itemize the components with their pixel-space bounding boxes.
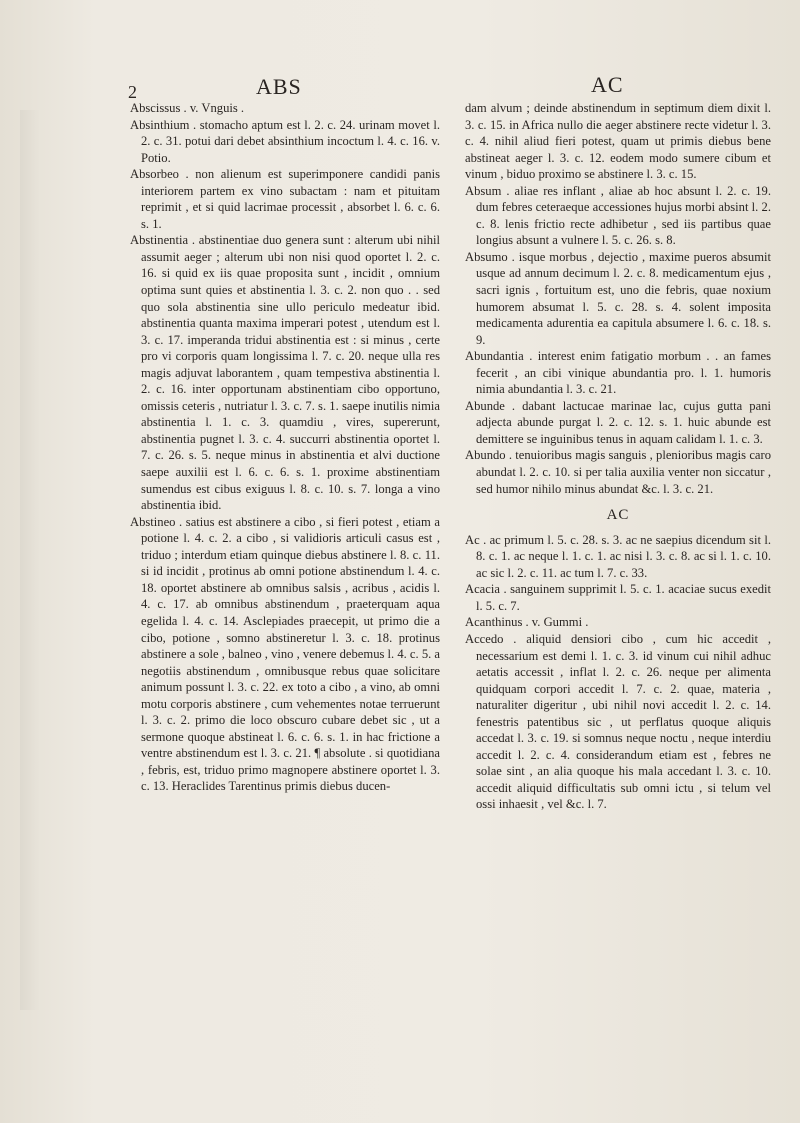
- page-edge-shadow: [20, 110, 40, 1010]
- left-column: [130, 100, 440, 795]
- entry-abstinentia: Abstinentia . abstinentiae duo genera sunt : alterum ubi nihil assumit aeger ; alterum ubi non nisi quod oportet l. 2. c. 16. si quid ex iis quae proposita sunt , incidit , omnium optima sunt quies et abstinentia l. 3. c. 2. non quo . . sed quo sola abstinentia sine ullo periculo medeatur ibid. abstinentia quanta maxima imperari potest , utendum est l. 3. c. 17. imperanda tridui abstinentia est : si minus , certe pro vi corporis quam longissima l. 7. c. 20. neque ulla res magis adjuvat laborantem , quam tempestiva abstinentia l. 2. c. 16. inter opportunam abstinentiam cibo opportuno, omissis ceteris , nutriatur l. 3. c. 7. s. 1. saepe inutilis nimia abstinentia l. 1. c. 3. quamdiu , vires, supererunt, abstinentia pugnet l. 3. c. 4. succurri abstinentia oportet l. 7. c. 26. s. 5. neque minus in abstinentia et alvi ductione saepe auxilii est l. 6. c. 6. s. 1. proxime abstinentiam sumendus est cibus exiguus l. 8. c. 10. s. 7. longa a vino abstinentia ibid.: [130, 233, 440, 513]
- entry-abstineo: Abstineo . satius est abstinere a cibo , si fieri potest , etiam a potione l. 4. c. 2. a cibo , si validioris articuli casus est , triduo ; interdum etiam quinque diebus abstinere l. 8. c. 11. si id incidit , protinus ab omni potione abstinendum l. 4. c. 18. oportet abstinere ab omnibus salsis , acribus , acidis l. 4. c. 17. ab omnibus abstinendum , praeterquam aqua egelida l. 4. c. 14. Asclepiades praecepit, ut primo die a cibo, potione , somno abstineretur l. 3. c. 18. protinus abstinere a sole , balneo , vino , venere debemus l. 4. c. 5. a negotiis abstinendum , omnibusque rebus quae solicitare animum possunt l. 3. c. 22. ex toto a cibo , a vino, ab omni motu corporis abstinere , cum vehementes notae terruerunt l. 3. c. 2. primo die loco obscuro cubare debet sic , ut a sermone quoque abstineat l. 6. c. 6. s. 1. in hac frictione a ventre abstinendum est l. 3. c. 21. ¶ absolute . si quotidiana , febris, est, triduo primo magnopere abstinere oportet l. 3. c. 13. Heraclides Tarentinus primis diebus ducen-: [130, 514, 441, 794]
- entry-accedo: Accedo . aliquid densiori cibo , cum hic accedit , necessarium est demi l. 1. c. 3. id vinum cui nihil adhuc aetatis accessit , inflat l. 2. c. 26. neque per alimenta quidquam corpori accedit l. 7. c. 2. quae, materia , naturaliter digeritur , ubi nihil novi accedit l. 2. c. 14. fenestris patentibus sic , ut perflatus quoque aliquis accedat l. 3. c. 19. si somnus neque noctu , neque interdiu accedit l. 2. c. 4. considerandum etiam est , febres ne solae sint , an alia quoque his mala accedant l. 3. c. 10. accedit aliquid difficultatis sub omni ictu , si telum vel ossi inhaesit , vel &c. l. 7.: [465, 631, 771, 812]
- right-running-head: AC: [591, 72, 624, 97]
- entry-acacia: Acacia . sanguinem supprimit l. 5. c. 1. acaciae sucus exedit l. 5. c. 7.: [465, 582, 771, 613]
- entry-ac: Ac . ac primum l. 5. c. 28. s. 3. ac ne saepius dicendum sit l. 8. c. 1. ac neque l. 1. c. 1. ac nisi l. 3. c. 8. ac si l. 1. c. 10. ac sic l. 2. c. 11. ac tum l. 7. c. 33.: [465, 532, 771, 580]
- entry-abscissus: Abscissus . v. Vnguis .: [130, 101, 245, 115]
- entry-absinthium: Absinthium . stomacho aptum est l. 2. c. 24. urinam movet l. 2. c. 31. potui dari debet absinthium incoctum l. 4. c. 16. v. Potio.: [130, 117, 440, 165]
- entry-abstineo-continued: dam alvum ; deinde abstinendum in septimum diem dixit l. 3. c. 15. in Africa nullo die aeger abstinere recte videtur l. 3. c. 4. nihil aliud fieri potest, quam ut primis diebus bene abstineat aeger l. 3. c. 12. eodem modo sumere cibum et vinum , biduo proximo se abstinere l. 3. c. 15.: [465, 101, 771, 182]
- entry-absorbeo: Absorbeo . non alienum est superimponere candidi panis interiorem partem ex vino subactam : nam et pituitam reprimit , et si quid lacrimae processit , absorbet l. 6. c. 6. s. 1.: [130, 167, 440, 231]
- page-header: [0, 68, 800, 102]
- entry-acanthinus: Acanthinus . v. Gummi .: [465, 615, 589, 630]
- entry-absum: Absum . aliae res inflant , aliae ab hoc absunt l. 2. c. 19. dum febres ceteraeque accessiones hujus morbi absint l. 2. c. 8. lenis frictio recte adhibetur , sed iis partibus quae longius absunt a vulnere l. 5. c. 26. s. 8.: [465, 183, 771, 248]
- entry-absumo: Absumo . isque morbus , dejectio , maxime pueros absumit usque ad annum decimum l. 2. c. 8. medicamentum ejus , sacri ignis , fortuitum est, uno die febris, quae noxium humorem absumat l. 5. c. 28. s. 4. solent imposita medicamenta adurentia ea capitula absumere l. 6. c. 18. s. 9.: [465, 249, 771, 347]
- page-number: 2: [128, 82, 138, 102]
- right-column: [465, 100, 771, 813]
- section-heading-ac: AC: [606, 507, 630, 524]
- entry-abunde: Abunde . dabant lactucae marinae lac, cujus gutta pani adjecta abunde purgat l. 2. c. 12. s. 1. huic abunde est demittere se inguinibus tenus in aquam calidam l. 1. c. 3.: [465, 398, 771, 446]
- entry-abundo: Abundo . tenuioribus magis sanguis , plenioribus magis caro abundat l. 2. c. 10. si per talia auxilia venter non siccatur , sed humor nihilo minus abundat &c. l. 3. c. 21.: [465, 448, 771, 496]
- left-running-head: ABS: [256, 74, 302, 99]
- entry-abundantia: Abundantia . interest enim fatigatio morbum . . an fames fecerit , an cibi vinique abundantia pro. l. 1. humoris nimia abundantia l. 3. c. 21.: [465, 349, 771, 397]
